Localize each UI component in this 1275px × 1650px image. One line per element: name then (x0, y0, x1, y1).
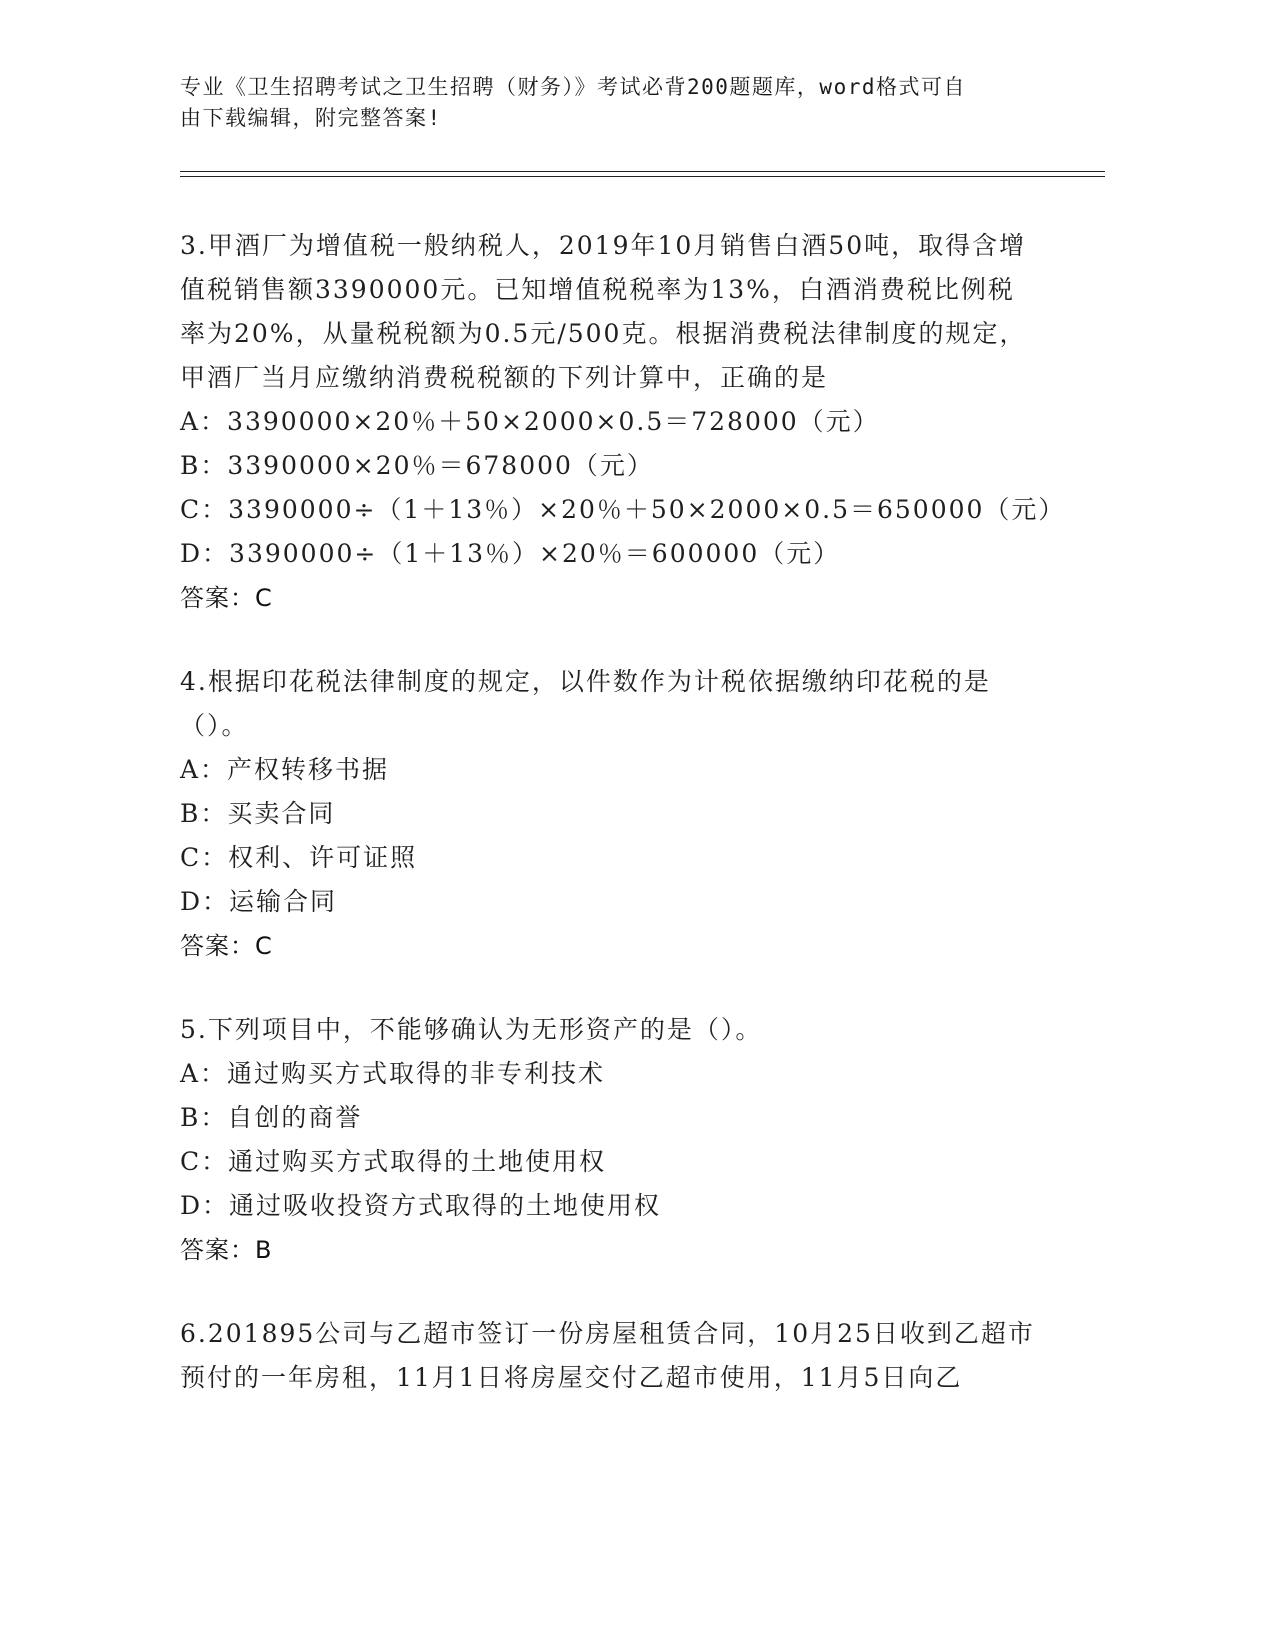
document-header (180, 72, 1040, 134)
option-b: B：买卖合同 (180, 799, 336, 828)
answer-line: 答案：C (180, 584, 273, 612)
option-d: D：运输合同 (180, 887, 338, 916)
option-b: B：3390000×20％＝678000（元） (180, 451, 654, 480)
option-a: A：3390000×20％＋50×2000×0.5＝728000（元） (180, 407, 880, 436)
question-stem: 3.甲酒厂为增值税一般纳税人，2019年10月销售白酒50吨，取得含增值税销售额3390000元。已知增值税税率为13%，白酒消费税比例税率为20%，从量税税额为0.5元/500克。根据消费税法律制度的规定，甲酒厂当月应缴纳消费税税额的下列计算中，正确的是 (180, 231, 1027, 392)
header-divider-top (180, 171, 1105, 172)
option-a: A：通过购买方式取得的非专利技术 (180, 1059, 606, 1088)
option-d: D：3390000÷（1＋13％）×20％＝600000（元） (180, 539, 841, 568)
question-6 (180, 1312, 1040, 1400)
option-c: C：3390000÷（1＋13％）×20％＋50×2000×0.5＝650000（元） (180, 495, 1066, 524)
option-d: D：通过吸收投资方式取得的土地使用权 (180, 1191, 662, 1220)
question-5 (180, 1008, 1040, 1272)
option-b: B：自创的商誉 (180, 1103, 363, 1132)
option-c: C：通过购买方式取得的土地使用权 (180, 1147, 607, 1176)
answer-line: 答案：C (180, 932, 273, 960)
question-stem: 4.根据印花税法律制度的规定，以件数作为计税依据缴纳印花税的是（）。 (180, 667, 991, 740)
question-stem: 6.201895公司与乙超市签订一份房屋租赁合同，10月25日收到乙超市预付的一年房租，11月1日将房屋交付乙超市使用，11月5日向乙 (180, 1319, 1035, 1392)
header-divider-bottom (180, 176, 1105, 177)
header-line-2: 由下载编辑，附完整答案! (180, 106, 442, 130)
header-line-1: 专业《卫生招聘考试之卫生招聘（财务）》考试必背200题题库，word格式可自 (180, 75, 966, 99)
question-stem: 5.下列项目中，不能够确认为无形资产的是（）。 (180, 1015, 763, 1044)
question-4 (180, 660, 1040, 968)
answer-line: 答案：B (180, 1236, 273, 1264)
option-c: C：权利、许可证照 (180, 843, 418, 872)
question-3 (180, 224, 1066, 620)
option-a: A：产权转移书据 (180, 755, 390, 784)
